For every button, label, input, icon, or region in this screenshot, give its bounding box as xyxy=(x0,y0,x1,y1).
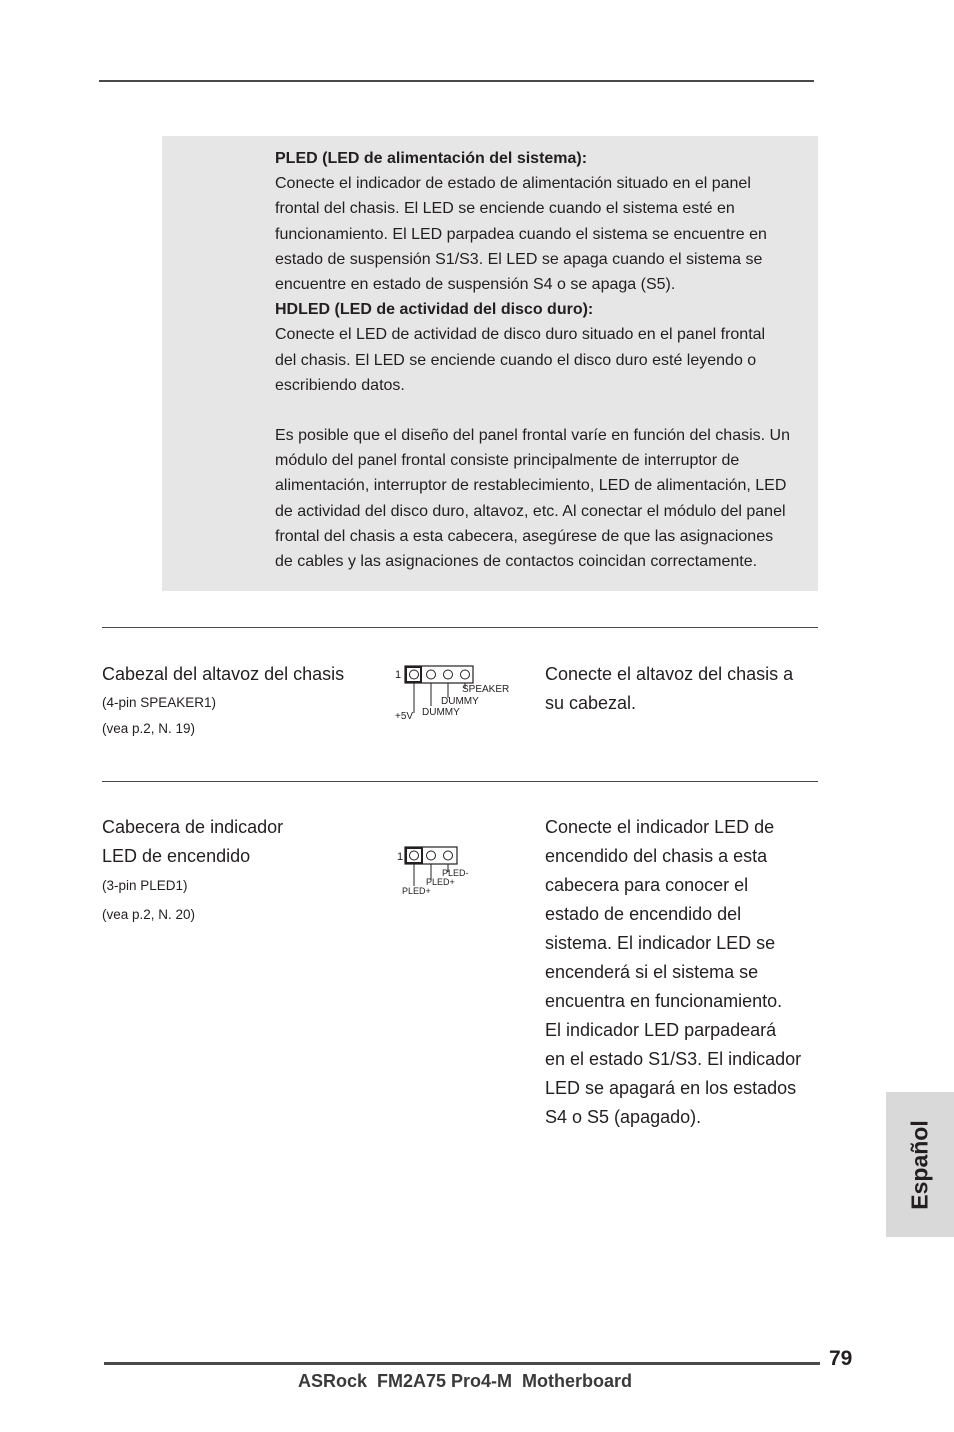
pin xyxy=(410,851,419,860)
description-line: estado de encendido del xyxy=(545,904,742,924)
speaker-section-left xyxy=(102,660,382,743)
dummy-label: DUMMY xyxy=(422,707,460,718)
hdled-line: escribiendo datos. xyxy=(275,376,405,394)
pled-pin-info: (3-pin PLED1) xyxy=(102,878,188,893)
pin xyxy=(461,670,470,679)
section-rule xyxy=(102,627,818,628)
pin xyxy=(410,670,419,679)
pin xyxy=(427,851,436,860)
language-label: Español xyxy=(906,1119,933,1210)
description-line: El indicador LED parpadeará xyxy=(545,1020,777,1040)
description-line: Conecte el indicador LED de xyxy=(545,817,775,837)
hdled-line: del chasis. El LED se enciende cuando el disco duro esté leyendo o xyxy=(275,351,757,369)
description-line: encendido del chasis a esta xyxy=(545,846,768,866)
pled-heading: PLED (LED de alimentación del sistema): xyxy=(275,150,588,167)
connector-outline xyxy=(405,666,473,683)
pin1-label: 1 xyxy=(397,851,404,863)
description-line: encenderá si el sistema se xyxy=(545,962,759,982)
pin1-label: 1 xyxy=(395,669,402,681)
speaker-header-diagram xyxy=(390,660,525,722)
hdled-heading: HDLED (LED de actividad del disco duro): xyxy=(275,301,594,319)
pled-line: Conecte el indicador de estado de alimentación situado en el panel xyxy=(275,175,751,193)
pled-title-line: Cabecera de indicador xyxy=(102,817,284,837)
pled-section-description xyxy=(545,813,835,1132)
pled-ref: (vea p.2, N. 20) xyxy=(102,907,196,922)
pin xyxy=(444,670,453,679)
note-line: módulo del panel frontal consiste principalmente de interruptor de xyxy=(275,452,740,470)
description-line: Conecte el altavoz del chasis a xyxy=(545,664,794,684)
dummy-label: DUMMY xyxy=(441,696,479,707)
pled-line: estado de suspensión S1/S3. El LED se apaga cuando el sistema se xyxy=(275,250,763,268)
pled-line: funcionamiento. El LED parpadea cuando el sistema se encuentre en xyxy=(275,225,767,243)
description-line: su cabezal. xyxy=(545,693,637,713)
connector-outline xyxy=(405,847,457,864)
language-side-tab xyxy=(886,1092,954,1237)
description-line: en el estado S1/S3. El indicador xyxy=(545,1049,802,1069)
description-line: LED se apagará en los estados xyxy=(545,1078,797,1098)
speaker-title: Cabezal del altavoz del chasis xyxy=(102,664,345,684)
speaker-section-description xyxy=(545,660,835,718)
pin xyxy=(444,851,453,860)
description-line: sistema. El indicador LED se xyxy=(545,933,776,953)
description-line: S4 o S5 (apagado). xyxy=(545,1107,702,1127)
note-line: frontal del chasis a esta cabecera, asegúrese de que las asignaciones xyxy=(275,527,774,545)
pled-plus-label: PLED+ xyxy=(402,886,431,896)
note-line: Es posible que el diseño del panel frontal varíe en función del chasis. Un xyxy=(275,427,790,445)
paragraph-gap xyxy=(275,398,820,423)
page-number: 79 xyxy=(829,1347,853,1370)
hdled-line: Conecte el LED de actividad de disco duro situado en el panel frontal xyxy=(275,326,766,344)
note-line: de actividad del disco duro, altavoz, etc. Al conectar el módulo del panel xyxy=(275,502,786,520)
pled-line: encuentre en estado de suspensión S4 o se apaga (S5). xyxy=(275,276,676,294)
v5-label: +5V xyxy=(395,711,414,722)
top-rule xyxy=(99,80,814,82)
pled-section-left xyxy=(102,813,382,929)
speaker-ref: (vea p.2, N. 19) xyxy=(102,721,196,736)
speaker-pin-info: (4-pin SPEAKER1) xyxy=(102,695,217,710)
speaker-label: SPEAKER xyxy=(462,684,510,695)
section-rule xyxy=(102,781,818,782)
pled-header-diagram xyxy=(390,840,480,898)
pin xyxy=(427,670,436,679)
info-box-text xyxy=(275,146,820,574)
pled-line: frontal del chasis. El LED se enciende cuando el sistema esté en xyxy=(275,200,735,218)
pin1-square xyxy=(406,848,422,863)
pled-title-line: LED de encendido xyxy=(102,846,251,866)
description-line: cabecera para conocer el xyxy=(545,875,749,895)
footer-rule xyxy=(104,1362,820,1365)
pled-minus-label: PLED- xyxy=(442,868,469,878)
footer-title: ASRock FM2A75 Pro4-M Motherboard xyxy=(298,1371,633,1391)
note-line: alimentación, interruptor de restablecimiento, LED de alimentación, LED xyxy=(275,477,787,495)
description-line: encuentra en funcionamiento. xyxy=(545,991,783,1011)
pled-plus-label: PLED+ xyxy=(426,877,455,887)
note-line: de cables y las asignaciones de contactos coincidan correctamente. xyxy=(275,553,758,571)
